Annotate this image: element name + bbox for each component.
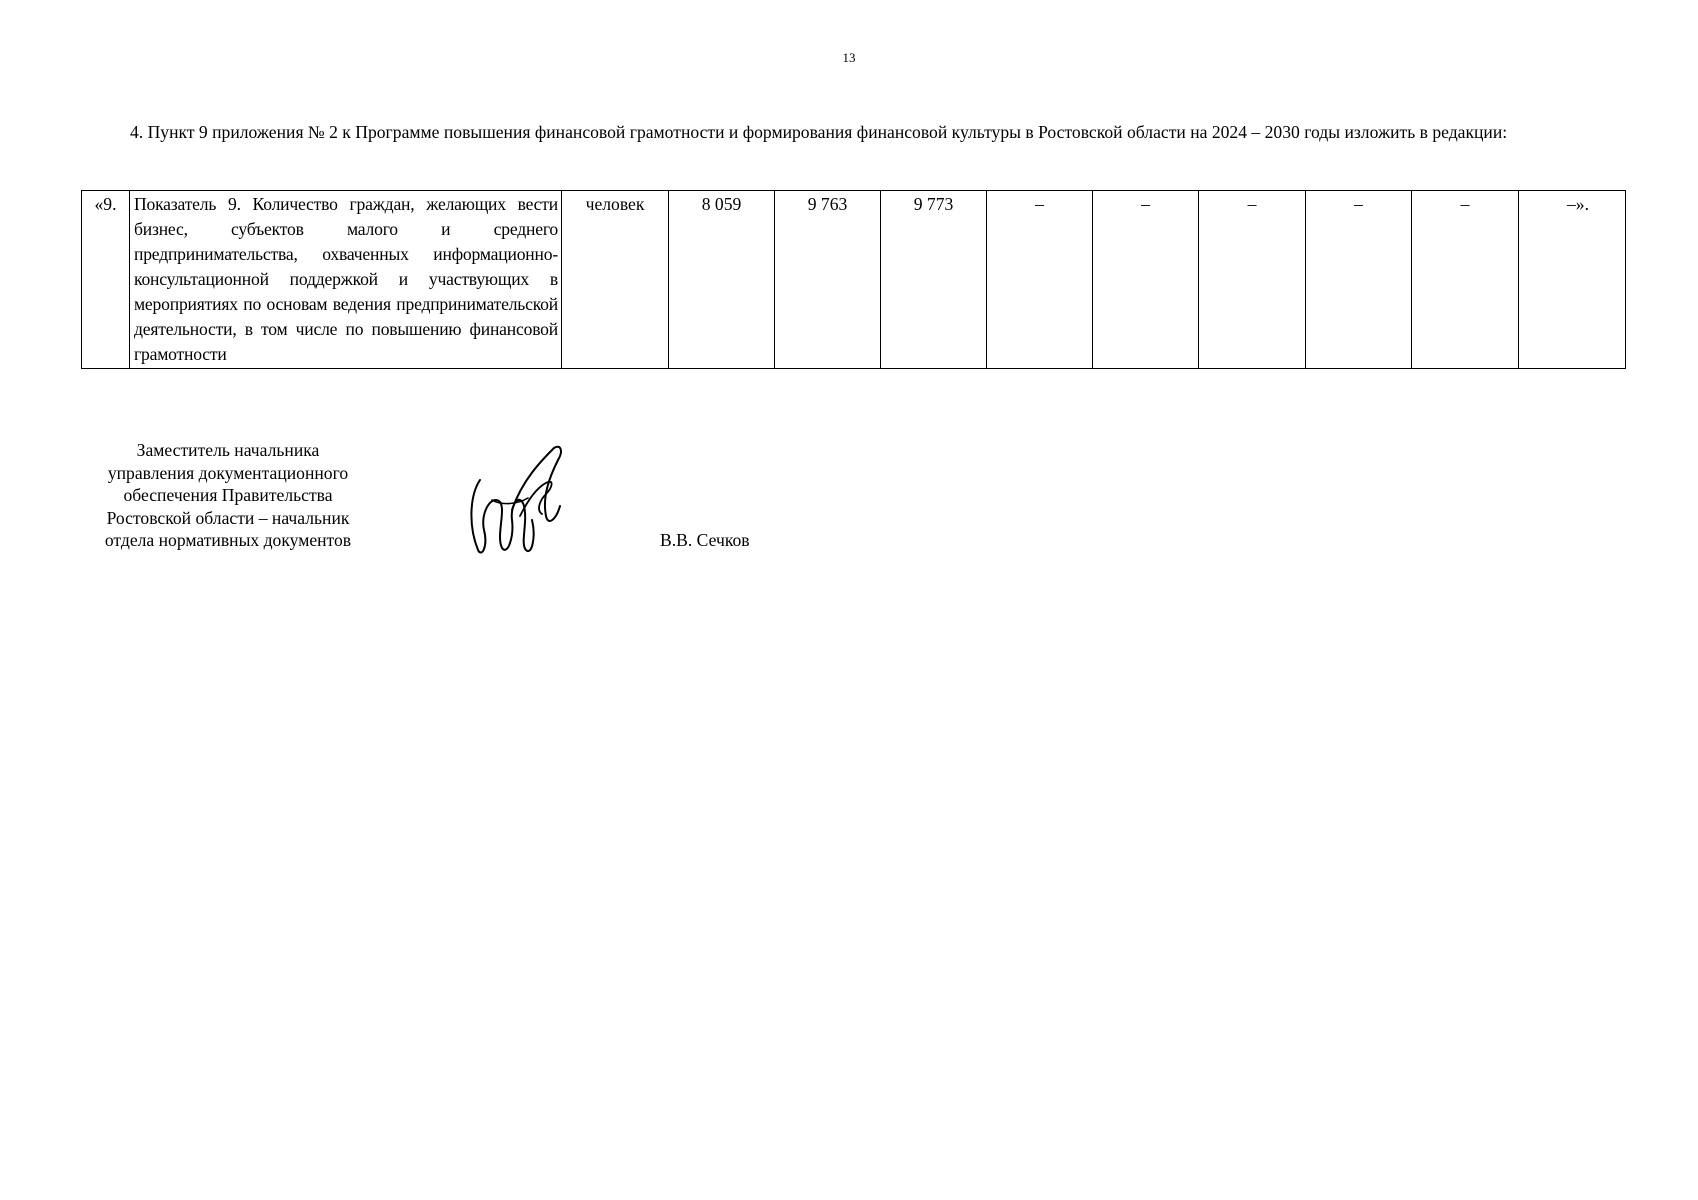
row-number-cell: «9. bbox=[82, 191, 130, 369]
signer-name: В.В. Сечков bbox=[660, 530, 750, 550]
signer-position-line: Ростовской области – начальник bbox=[106, 507, 350, 528]
value-cell-7: – bbox=[1306, 191, 1412, 369]
table-row bbox=[82, 191, 1626, 369]
handwritten-signature bbox=[462, 440, 582, 560]
signer-position-line: управления документационного bbox=[107, 462, 349, 483]
value-cell-9: –». bbox=[1519, 191, 1626, 369]
intro-paragraph: 4. Пункт 9 приложения № 2 к Программе повышения финансовой грамотности и формирования финансовой культуры в Ростовской области на 2024 – 2030 годы изложить в редакции: bbox=[130, 122, 1508, 142]
indicator-description-cell: Показатель 9. Количество граждан, желающих вести бизнес, субъектов малого и среднего предпринимательства, охваченных информационно-консультационной поддержкой и участвующих в мероприятиях по основам ведения предпринимательской деятельности, в том числе по повышению финансовой грамотности bbox=[130, 191, 562, 369]
value-cell-5: – bbox=[1093, 191, 1199, 369]
value-cell-6: – bbox=[1199, 191, 1306, 369]
unit-cell: человек bbox=[562, 191, 669, 369]
value-cell-3: 9 773 bbox=[881, 191, 987, 369]
indicator-table bbox=[81, 190, 1626, 369]
value-cell-2: 9 763 bbox=[775, 191, 881, 369]
signer-position-line: обеспечения Правительства bbox=[123, 485, 333, 505]
value-cell-1: 8 059 bbox=[669, 191, 775, 369]
signer-position-line: Заместитель начальника bbox=[136, 440, 320, 460]
signer-position bbox=[78, 439, 378, 552]
page-number: 13 bbox=[842, 50, 856, 65]
signer-position-line: отдела нормативных документов bbox=[104, 530, 352, 550]
value-cell-8: – bbox=[1412, 191, 1519, 369]
value-cell-4: – bbox=[987, 191, 1093, 369]
